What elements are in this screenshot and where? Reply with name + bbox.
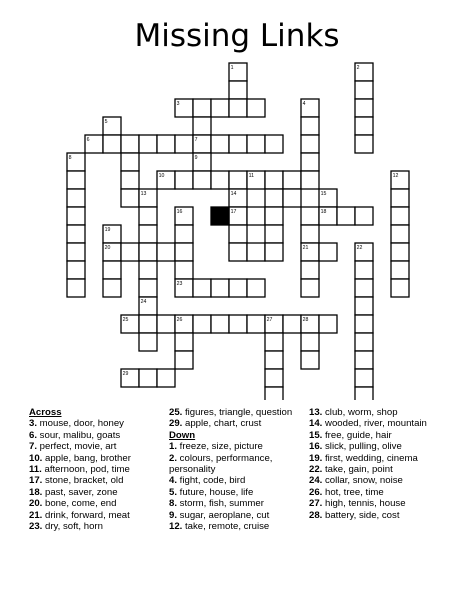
grid-cell[interactable] [247, 135, 265, 153]
grid-cell[interactable] [337, 207, 355, 225]
grid-cell[interactable] [265, 189, 283, 207]
grid-cell[interactable] [301, 207, 319, 225]
clue-text: storm, fish, summer [177, 498, 264, 510]
grid-cell[interactable] [229, 279, 247, 297]
grid-cell[interactable] [67, 189, 85, 207]
clue-text: club, worm, shop [322, 407, 398, 418]
clue-text: future, house, life [177, 486, 254, 498]
across-clue [29, 441, 169, 452]
cell-number: 19 [104, 226, 111, 233]
clue-number: 13. [309, 407, 323, 418]
cell-number: 18 [320, 208, 327, 215]
grid-cell[interactable] [265, 351, 283, 369]
cell-number: 29 [122, 370, 129, 377]
grid-cell[interactable] [319, 243, 337, 261]
grid-cell[interactable] [175, 135, 193, 153]
clue-number: 25. [169, 407, 183, 418]
clue-number: 21. [29, 509, 43, 521]
grid-cell[interactable] [67, 207, 85, 225]
grid-cell[interactable] [355, 333, 373, 351]
grid-cell[interactable] [229, 315, 247, 333]
grid-cell[interactable] [139, 369, 157, 387]
grid-cell[interactable] [175, 261, 193, 279]
grid-cell[interactable] [301, 225, 319, 243]
cell-number: 28 [302, 316, 309, 323]
grid-cell[interactable] [193, 99, 211, 117]
grid-cell[interactable] [247, 243, 265, 261]
grid-cell[interactable] [211, 279, 229, 297]
across-clue [29, 430, 169, 441]
cell-number: 5 [104, 118, 108, 125]
cell-number: 20 [104, 244, 111, 251]
clue-number: 16. [309, 441, 323, 453]
across-clue [29, 475, 169, 486]
across-clue [29, 453, 169, 464]
clue-column-3 [309, 407, 459, 521]
down-clue [309, 453, 459, 464]
cell-number: 3 [176, 100, 180, 107]
clue-text: stone, bracket, old [42, 475, 124, 487]
clue-text: afternoon, pod, time [41, 464, 130, 476]
across-clue [29, 418, 169, 429]
clue-text: wooded, river, mountain [322, 418, 427, 430]
clue-text: colours, performance, personality [169, 452, 276, 476]
across-clue [29, 510, 169, 521]
puzzle-title: Missing Links [134, 18, 340, 54]
clue-number: 2. [169, 452, 178, 464]
grid-cell[interactable] [301, 351, 319, 369]
grid-cell[interactable] [103, 261, 121, 279]
clue-text: take, remote, cruise [182, 521, 270, 533]
grid-cell[interactable] [391, 207, 409, 225]
grid-cell[interactable] [265, 135, 283, 153]
grid-cell[interactable] [301, 135, 319, 153]
grid-cell[interactable] [121, 135, 139, 153]
clue-number: 5. [169, 486, 178, 498]
down-clue [169, 453, 309, 476]
clue-number: 8. [169, 498, 178, 510]
grid-cell[interactable] [121, 153, 139, 171]
clue-column-2 [169, 407, 309, 532]
grid-cell[interactable] [283, 315, 301, 333]
clue-number: 18. [29, 486, 43, 498]
grid-cell[interactable] [301, 279, 319, 297]
grid-cell[interactable] [283, 189, 301, 207]
across-clue [29, 498, 169, 509]
grid-cell[interactable] [265, 171, 283, 189]
grid-cell[interactable] [211, 315, 229, 333]
clue-number: 9. [169, 509, 178, 521]
clue-number: 3. [29, 418, 38, 430]
cell-number: 8 [68, 154, 72, 161]
grid-cell[interactable] [211, 99, 229, 117]
clue-text: apple, chart, crust [182, 418, 262, 430]
grid-cell[interactable] [67, 261, 85, 279]
grid-cell[interactable] [229, 99, 247, 117]
grid-cell[interactable] [175, 225, 193, 243]
cell-number: 11 [248, 172, 254, 179]
grid-cell[interactable] [121, 189, 139, 207]
cell-number: 2 [356, 64, 360, 71]
clue-column-1 [29, 407, 169, 532]
grid-cell[interactable] [121, 243, 139, 261]
grid-cell[interactable] [265, 225, 283, 243]
cell-number: 23 [176, 280, 183, 287]
down-clue [309, 510, 459, 521]
cell-number: 1 [230, 64, 234, 71]
clue-text: battery, side, cost [322, 509, 400, 521]
down-clue [309, 418, 459, 429]
grid-cell[interactable] [301, 333, 319, 351]
clue-number: 14. [309, 418, 323, 430]
clue-number: 19. [309, 452, 323, 464]
clue-text: past, saver, zone [42, 486, 118, 498]
grid-cell[interactable] [355, 369, 373, 387]
clue-text: apple, bang, brother [42, 452, 131, 464]
grid-block [211, 207, 229, 225]
cell-number: 12 [392, 172, 399, 179]
across-header: Across [29, 407, 62, 418]
across-clue [169, 407, 309, 418]
cell-number: 13 [140, 190, 147, 197]
grid-cell[interactable] [247, 279, 265, 297]
grid-cell[interactable] [157, 243, 175, 261]
grid-cell[interactable] [355, 279, 373, 297]
clue-number: 24. [309, 475, 323, 487]
clue-number: 20. [29, 498, 43, 510]
grid-cell[interactable] [67, 171, 85, 189]
grid-cell[interactable] [139, 279, 157, 297]
grid-cell[interactable] [229, 81, 247, 99]
grid-cell[interactable] [193, 315, 211, 333]
grid-cell[interactable] [139, 225, 157, 243]
cell-number: 21 [302, 244, 309, 251]
clue-text: sugar, aeroplane, cut [177, 509, 270, 521]
grid-cell[interactable] [229, 135, 247, 153]
cell-number: 27 [266, 316, 273, 323]
down-clue [309, 464, 459, 475]
grid-cell[interactable] [391, 189, 409, 207]
grid-cell[interactable] [301, 171, 319, 189]
grid-cell[interactable] [355, 81, 373, 99]
grid-cell[interactable] [139, 315, 157, 333]
down-clue [309, 441, 459, 452]
grid-cell[interactable] [355, 261, 373, 279]
down-clue [169, 498, 309, 509]
clue-text: freeze, size, picture [177, 441, 263, 453]
down-clue [309, 498, 459, 509]
down-clue [169, 475, 309, 486]
cell-number: 24 [140, 298, 147, 305]
across-clue [29, 487, 169, 498]
grid-cell[interactable] [355, 297, 373, 315]
grid-cell[interactable] [139, 207, 157, 225]
grid-cell[interactable] [265, 387, 283, 400]
grid-cell[interactable] [355, 99, 373, 117]
clue-number: 15. [309, 429, 323, 441]
down-clue [309, 430, 459, 441]
across-clue [29, 521, 169, 532]
grid-cell[interactable] [139, 261, 157, 279]
clue-number: 4. [169, 475, 178, 487]
cell-number: 16 [176, 208, 183, 215]
grid-cell[interactable] [175, 171, 193, 189]
down-clue [309, 487, 459, 498]
grid-cell[interactable] [67, 279, 85, 297]
clue-text: first, wedding, cinema [322, 452, 418, 464]
clue-text: bone, come, end [42, 498, 117, 510]
grid-cell[interactable] [355, 351, 373, 369]
grid-cell[interactable] [193, 171, 211, 189]
grid-cell[interactable] [175, 351, 193, 369]
clue-number: 17. [29, 475, 43, 487]
cell-number: 4 [302, 100, 306, 107]
clue-text: slick, pulling, olive [322, 441, 402, 453]
clue-text: drink, forward, meat [42, 509, 130, 521]
down-clue [169, 441, 309, 452]
clue-number: 12. [169, 521, 183, 533]
grid-cell[interactable] [265, 333, 283, 351]
grid-cell[interactable] [103, 135, 121, 153]
grid-cell[interactable] [193, 117, 211, 135]
clue-text: hot, tree, time [322, 486, 384, 498]
cell-number: 7 [194, 136, 198, 143]
clue-number: 29. [169, 418, 183, 430]
grid-cell[interactable] [211, 135, 229, 153]
clue-text: dry, soft, horn [42, 521, 103, 533]
grid-cell[interactable] [103, 279, 121, 297]
grid-cell[interactable] [247, 315, 265, 333]
grid-cell[interactable] [265, 243, 283, 261]
grid-cell[interactable] [229, 243, 247, 261]
grid-cell[interactable] [247, 99, 265, 117]
clue-text: free, guide, hair [322, 429, 392, 441]
grid-cell[interactable] [301, 117, 319, 135]
cell-number: 26 [176, 316, 183, 323]
across-clue [29, 464, 169, 475]
grid-cell[interactable] [301, 153, 319, 171]
grid-cell[interactable] [265, 207, 283, 225]
cell-number: 9 [194, 154, 198, 161]
grid-cell[interactable] [139, 243, 157, 261]
grid-cell[interactable] [391, 243, 409, 261]
clue-text: collar, snow, noise [322, 475, 403, 487]
grid-cell[interactable] [229, 225, 247, 243]
clue-text: sour, malibu, goats [37, 429, 121, 441]
down-clue [169, 521, 309, 532]
grid-cell[interactable] [211, 171, 229, 189]
grid-cell[interactable] [139, 135, 157, 153]
grid-cell[interactable] [67, 243, 85, 261]
down-clue [309, 475, 459, 486]
grid-cell[interactable] [301, 261, 319, 279]
grid-cell[interactable] [355, 315, 373, 333]
grid-cell[interactable] [229, 171, 247, 189]
grid-cell[interactable] [157, 369, 175, 387]
grid-cell[interactable] [157, 315, 175, 333]
grid-cell[interactable] [319, 315, 337, 333]
clue-number: 27. [309, 498, 323, 510]
down-clue [169, 487, 309, 498]
cell-number: 14 [230, 190, 237, 197]
clue-number: 11. [29, 464, 42, 476]
grid-cell[interactable] [355, 117, 373, 135]
grid-cell[interactable] [391, 279, 409, 297]
clue-number: 10. [29, 452, 43, 464]
down-header: Down [169, 429, 196, 441]
across-clue [169, 418, 309, 429]
grid-cell[interactable] [157, 135, 175, 153]
grid-cell[interactable] [67, 225, 85, 243]
clue-number: 23. [29, 521, 43, 533]
down-clue [309, 407, 459, 418]
clue-text: high, tennis, house [322, 498, 406, 510]
clue-number: 7. [29, 441, 38, 453]
cell-number: 10 [158, 172, 165, 179]
clue-number: 26. [309, 486, 323, 498]
clue-text: perfect, movie, art [37, 441, 117, 453]
clue-number: 6. [29, 429, 38, 441]
down-clue [169, 510, 309, 521]
grid-cell[interactable] [175, 333, 193, 351]
grid-cell[interactable] [265, 369, 283, 387]
grid-cell[interactable] [121, 171, 139, 189]
grid-cell[interactable] [355, 387, 373, 400]
clue-number: 1. [169, 441, 178, 453]
cell-number: 25 [122, 316, 129, 323]
grid-cell[interactable] [391, 225, 409, 243]
grid-cell[interactable] [355, 207, 373, 225]
grid-cell[interactable] [247, 207, 265, 225]
clue-number: 28. [309, 509, 323, 521]
cell-number: 15 [320, 190, 327, 197]
grid-cell[interactable] [355, 135, 373, 153]
grid-cell[interactable] [175, 243, 193, 261]
grid-cell[interactable] [139, 333, 157, 351]
cell-number: 17 [230, 208, 237, 215]
grid-cell[interactable] [193, 279, 211, 297]
cell-number: 6 [86, 136, 90, 143]
grid-cell[interactable] [283, 171, 301, 189]
clue-text: take, gain, point [322, 464, 393, 476]
clue-text: fight, code, bird [177, 475, 246, 487]
clue-text: mouse, door, honey [37, 418, 124, 430]
clue-text: figures, triangle, question [182, 407, 293, 418]
grid-cell[interactable] [391, 261, 409, 279]
cell-number: 22 [356, 244, 363, 251]
clue-number: 22. [309, 464, 323, 476]
